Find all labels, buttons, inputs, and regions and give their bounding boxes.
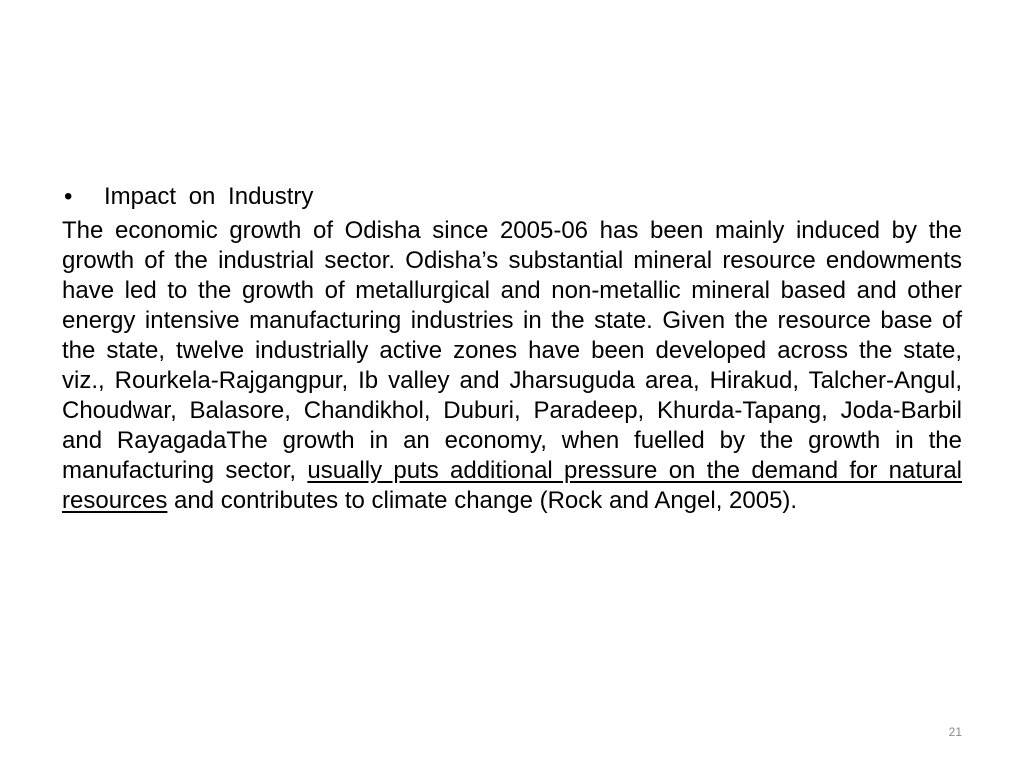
- bullet-icon: •: [64, 183, 73, 210]
- paragraph-trailing-text: and contributes to climate change (Rock and Angel, 2005).: [167, 487, 798, 514]
- paragraph-underlined-text: usually puts additional pressure on the demand for natural resources: [62, 457, 963, 514]
- body-paragraph: [62, 216, 962, 516]
- bullet-heading-row: [62, 180, 962, 214]
- paragraph-main-text: The economic growth of Odisha since 2005-06 has been mainly induced by the growth of the industrial sector. Odisha’s substantial mineral resource endowments have led to the growth of metallurgical and non-metallic mineral based and other energy intensive manufacturing industries in the state. Given the resource base of the state, twelve industrially active zones have been developed across the state, viz., Rourkela-Rajgangpur, Ib valley and Jharsuguda area, Hirakud, Talcher-Angul, Choudwar, Balasore, Chandikhol, Duburi, Paradeep, Khurda-Tapang, Joda-Barbil and RayagadaThe growth in an economy, when fuelled by the growth in the manufacturing sector,: [62, 217, 962, 484]
- bullet-heading: Impact on Industry: [104, 183, 314, 210]
- slide-content: [62, 180, 962, 516]
- page-number: 21: [948, 725, 962, 739]
